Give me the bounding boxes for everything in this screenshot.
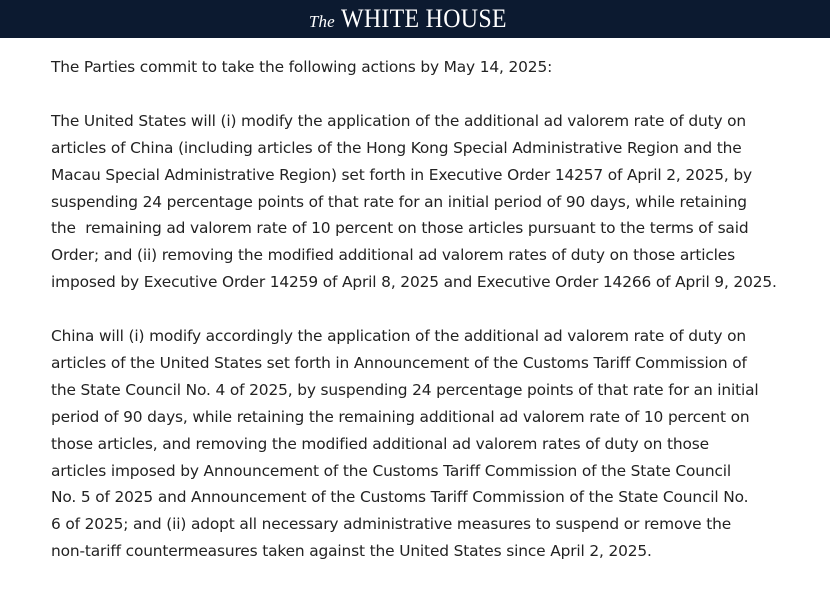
text-line: No. 5 of 2025 and Announcement of the Customs Tariff Commission of the State Council No.	[51, 488, 749, 507]
logo-main-text: WHITE HOUSE	[340, 4, 507, 33]
article-body	[51, 54, 791, 592]
us-commitment-paragraph	[51, 108, 791, 296]
text-line: period of 90 days, while retaining the remaining additional ad valorem rate of 10 percent on	[51, 407, 750, 426]
intro-paragraph	[51, 54, 791, 81]
text-line: The United States will (i) modify the application of the additional ad valorem rate of duty on	[51, 111, 747, 130]
text-line: non-tariff countermeasures taken against the United States since April 2, 2025.	[51, 542, 652, 561]
text-line: articles of China (including articles of the Hong Kong Special Administrative Region and the	[51, 138, 742, 157]
text-line: articles imposed by Announcement of the Customs Tariff Commission of the State Council	[51, 461, 732, 480]
text-line: imposed by Executive Order 14259 of April 8, 2025 and Executive Order 14266 of April 9, 2025.	[51, 273, 777, 292]
site-header	[0, 0, 830, 38]
text-line: Order; and (ii) removing the modified additional ad valorem rates of duty on those articles	[51, 246, 735, 265]
text-line: those articles, and removing the modified additional ad valorem rates of duty on those	[51, 434, 709, 453]
text-line: China will (i) modify accordingly the application of the additional ad valorem rate of duty on	[51, 327, 746, 346]
text-line: the State Council No. 4 of 2025, by suspending 24 percentage points of that rate for an initial	[51, 380, 759, 399]
text-line: suspending 24 percentage points of that rate for an initial period of 90 days, while retaining	[51, 192, 747, 211]
text-line: The Parties commit to take the following actions by May 14, 2025:	[51, 58, 553, 76]
text-line: the remaining ad valorem rate of 10 percent on those articles pursuant to the terms of said	[51, 219, 749, 238]
text-line: 6 of 2025; and (ii) adopt all necessary administrative measures to suspend or remove the	[51, 515, 732, 534]
text-line: articles of the United States set forth in Announcement of the Customs Tariff Commission of	[51, 353, 747, 372]
logo-the-text: The	[308, 12, 335, 31]
white-house-logo[interactable]	[309, 4, 521, 34]
china-commitment-paragraph	[51, 323, 791, 565]
text-line: Macau Special Administrative Region) set forth in Executive Order 14257 of April 2, 2025, by	[51, 165, 752, 184]
